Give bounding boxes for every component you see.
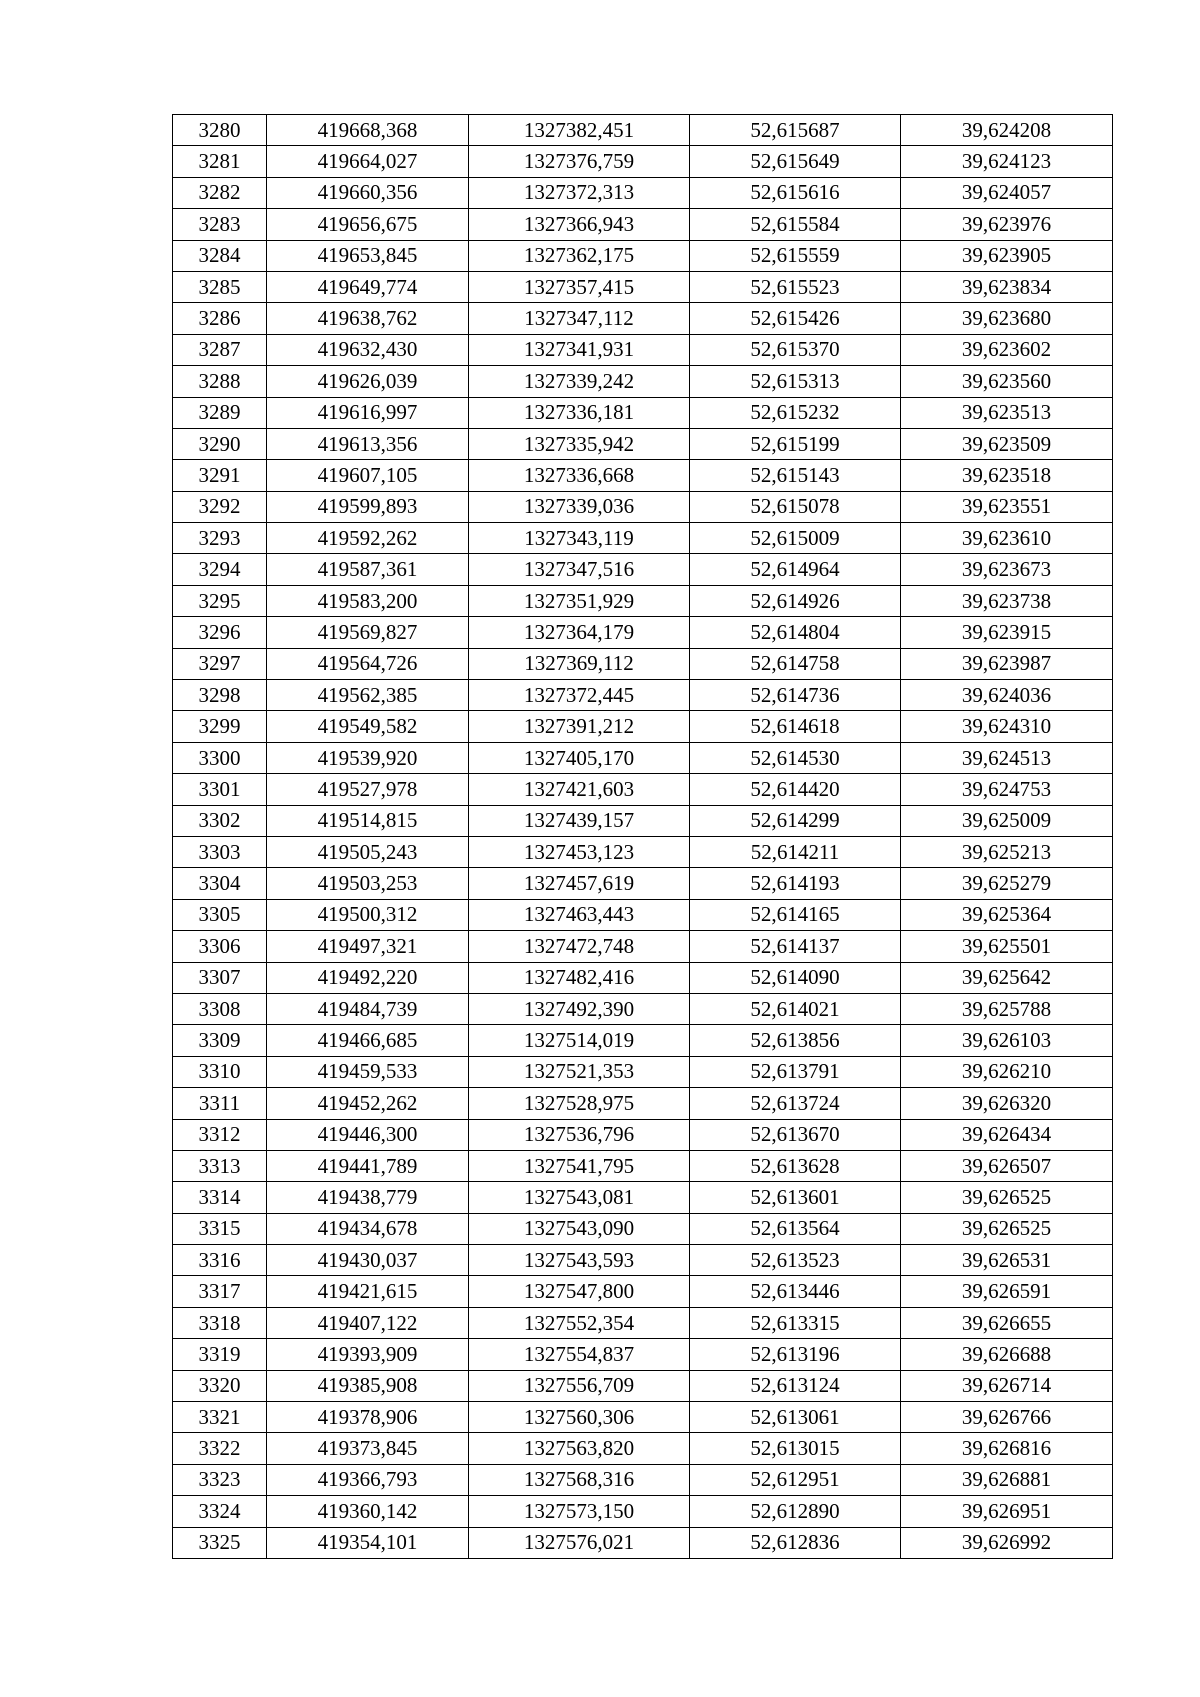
longitude-cell: 39,626525 [901, 1182, 1113, 1213]
latitude-cell: 52,614926 [690, 585, 901, 616]
point-number-cell: 3280 [173, 115, 267, 146]
x-coordinate-cell: 419434,678 [267, 1213, 469, 1244]
x-coordinate-cell: 419484,739 [267, 993, 469, 1024]
longitude-cell: 39,623602 [901, 334, 1113, 365]
latitude-cell: 52,613015 [690, 1433, 901, 1464]
y-coordinate-cell: 1327364,179 [469, 617, 690, 648]
table-row [173, 303, 1113, 334]
x-coordinate-cell: 419653,845 [267, 240, 469, 271]
y-coordinate-cell: 1327536,796 [469, 1119, 690, 1150]
latitude-cell: 52,612951 [690, 1464, 901, 1495]
latitude-cell: 52,614530 [690, 742, 901, 773]
table-row [173, 177, 1113, 208]
latitude-cell: 52,614299 [690, 805, 901, 836]
longitude-cell: 39,623987 [901, 648, 1113, 679]
y-coordinate-cell: 1327543,090 [469, 1213, 690, 1244]
point-number-cell: 3298 [173, 680, 267, 711]
point-number-cell: 3322 [173, 1433, 267, 1464]
latitude-cell: 52,615370 [690, 334, 901, 365]
table-row [173, 1025, 1113, 1056]
longitude-cell: 39,626320 [901, 1088, 1113, 1119]
latitude-cell: 52,615143 [690, 460, 901, 491]
latitude-cell: 52,615559 [690, 240, 901, 271]
y-coordinate-cell: 1327376,759 [469, 146, 690, 177]
point-number-cell: 3301 [173, 774, 267, 805]
table-row [173, 1276, 1113, 1307]
latitude-cell: 52,615426 [690, 303, 901, 334]
latitude-cell: 52,613196 [690, 1339, 901, 1370]
point-number-cell: 3313 [173, 1150, 267, 1181]
latitude-cell: 52,614090 [690, 962, 901, 993]
latitude-cell: 52,613791 [690, 1056, 901, 1087]
table-row [173, 1370, 1113, 1401]
y-coordinate-cell: 1327391,212 [469, 711, 690, 742]
longitude-cell: 39,626816 [901, 1433, 1113, 1464]
point-number-cell: 3303 [173, 836, 267, 867]
longitude-cell: 39,624208 [901, 115, 1113, 146]
x-coordinate-cell: 419649,774 [267, 271, 469, 302]
latitude-cell: 52,615584 [690, 209, 901, 240]
x-coordinate-cell: 419366,793 [267, 1464, 469, 1495]
point-number-cell: 3319 [173, 1339, 267, 1370]
point-number-cell: 3309 [173, 1025, 267, 1056]
table-row [173, 1464, 1113, 1495]
y-coordinate-cell: 1327547,800 [469, 1276, 690, 1307]
y-coordinate-cell: 1327336,181 [469, 397, 690, 428]
x-coordinate-cell: 419656,675 [267, 209, 469, 240]
point-number-cell: 3283 [173, 209, 267, 240]
table-row [173, 146, 1113, 177]
y-coordinate-cell: 1327372,445 [469, 680, 690, 711]
table-row [173, 962, 1113, 993]
y-coordinate-cell: 1327453,123 [469, 836, 690, 867]
table-row [173, 1213, 1113, 1244]
table-row [173, 366, 1113, 397]
longitude-cell: 39,623610 [901, 523, 1113, 554]
table-row [173, 805, 1113, 836]
latitude-cell: 52,615687 [690, 115, 901, 146]
point-number-cell: 3300 [173, 742, 267, 773]
table-row [173, 428, 1113, 459]
table-row [173, 1056, 1113, 1087]
document-page [172, 114, 1112, 1559]
y-coordinate-cell: 1327421,603 [469, 774, 690, 805]
point-number-cell: 3317 [173, 1276, 267, 1307]
table-row [173, 1339, 1113, 1370]
longitude-cell: 39,626210 [901, 1056, 1113, 1087]
table-row [173, 1150, 1113, 1181]
x-coordinate-cell: 419459,533 [267, 1056, 469, 1087]
point-number-cell: 3288 [173, 366, 267, 397]
point-number-cell: 3304 [173, 868, 267, 899]
longitude-cell: 39,626688 [901, 1339, 1113, 1370]
table-row [173, 1088, 1113, 1119]
table-row [173, 1245, 1113, 1276]
x-coordinate-cell: 419385,908 [267, 1370, 469, 1401]
y-coordinate-cell: 1327362,175 [469, 240, 690, 271]
y-coordinate-cell: 1327543,081 [469, 1182, 690, 1213]
point-number-cell: 3286 [173, 303, 267, 334]
y-coordinate-cell: 1327573,150 [469, 1496, 690, 1527]
latitude-cell: 52,614804 [690, 617, 901, 648]
table-row [173, 585, 1113, 616]
latitude-cell: 52,612890 [690, 1496, 901, 1527]
x-coordinate-cell: 419583,200 [267, 585, 469, 616]
point-number-cell: 3292 [173, 491, 267, 522]
point-number-cell: 3312 [173, 1119, 267, 1150]
x-coordinate-cell: 419503,253 [267, 868, 469, 899]
point-number-cell: 3295 [173, 585, 267, 616]
longitude-cell: 39,624753 [901, 774, 1113, 805]
y-coordinate-cell: 1327339,242 [469, 366, 690, 397]
longitude-cell: 39,626531 [901, 1245, 1113, 1276]
longitude-cell: 39,626992 [901, 1527, 1113, 1558]
y-coordinate-cell: 1327482,416 [469, 962, 690, 993]
y-coordinate-cell: 1327357,415 [469, 271, 690, 302]
table-row [173, 1119, 1113, 1150]
table-row [173, 617, 1113, 648]
table-row [173, 271, 1113, 302]
table-row [173, 648, 1113, 679]
x-coordinate-cell: 419660,356 [267, 177, 469, 208]
y-coordinate-cell: 1327347,112 [469, 303, 690, 334]
x-coordinate-cell: 419539,920 [267, 742, 469, 773]
y-coordinate-cell: 1327568,316 [469, 1464, 690, 1495]
x-coordinate-cell: 419407,122 [267, 1307, 469, 1338]
table-row [173, 523, 1113, 554]
latitude-cell: 52,615009 [690, 523, 901, 554]
latitude-cell: 52,614021 [690, 993, 901, 1024]
table-row [173, 680, 1113, 711]
y-coordinate-cell: 1327457,619 [469, 868, 690, 899]
longitude-cell: 39,623513 [901, 397, 1113, 428]
longitude-cell: 39,626655 [901, 1307, 1113, 1338]
latitude-cell: 52,615078 [690, 491, 901, 522]
table-row [173, 554, 1113, 585]
table-row [173, 334, 1113, 365]
x-coordinate-cell: 419378,906 [267, 1402, 469, 1433]
latitude-cell: 52,615649 [690, 146, 901, 177]
x-coordinate-cell: 419446,300 [267, 1119, 469, 1150]
longitude-cell: 39,625642 [901, 962, 1113, 993]
longitude-cell: 39,623551 [901, 491, 1113, 522]
y-coordinate-cell: 1327463,443 [469, 899, 690, 930]
y-coordinate-cell: 1327439,157 [469, 805, 690, 836]
point-number-cell: 3314 [173, 1182, 267, 1213]
y-coordinate-cell: 1327347,516 [469, 554, 690, 585]
x-coordinate-cell: 419492,220 [267, 962, 469, 993]
x-coordinate-cell: 419564,726 [267, 648, 469, 679]
latitude-cell: 52,614137 [690, 931, 901, 962]
latitude-cell: 52,613446 [690, 1276, 901, 1307]
longitude-cell: 39,625213 [901, 836, 1113, 867]
y-coordinate-cell: 1327366,943 [469, 209, 690, 240]
point-number-cell: 3316 [173, 1245, 267, 1276]
point-number-cell: 3325 [173, 1527, 267, 1558]
longitude-cell: 39,623560 [901, 366, 1113, 397]
longitude-cell: 39,626507 [901, 1150, 1113, 1181]
longitude-cell: 39,624513 [901, 742, 1113, 773]
point-number-cell: 3307 [173, 962, 267, 993]
longitude-cell: 39,623738 [901, 585, 1113, 616]
x-coordinate-cell: 419373,845 [267, 1433, 469, 1464]
point-number-cell: 3324 [173, 1496, 267, 1527]
x-coordinate-cell: 419500,312 [267, 899, 469, 930]
x-coordinate-cell: 419632,430 [267, 334, 469, 365]
y-coordinate-cell: 1327541,795 [469, 1150, 690, 1181]
y-coordinate-cell: 1327343,119 [469, 523, 690, 554]
table-row [173, 1527, 1113, 1558]
table-row [173, 1402, 1113, 1433]
longitude-cell: 39,624057 [901, 177, 1113, 208]
point-number-cell: 3296 [173, 617, 267, 648]
point-number-cell: 3315 [173, 1213, 267, 1244]
point-number-cell: 3311 [173, 1088, 267, 1119]
table-row [173, 209, 1113, 240]
latitude-cell: 52,614193 [690, 868, 901, 899]
latitude-cell: 52,614165 [690, 899, 901, 930]
point-number-cell: 3284 [173, 240, 267, 271]
table-row [173, 460, 1113, 491]
point-number-cell: 3297 [173, 648, 267, 679]
latitude-cell: 52,615199 [690, 428, 901, 459]
latitude-cell: 52,615232 [690, 397, 901, 428]
table-row [173, 1496, 1113, 1527]
longitude-cell: 39,626525 [901, 1213, 1113, 1244]
longitude-cell: 39,625788 [901, 993, 1113, 1024]
y-coordinate-cell: 1327351,929 [469, 585, 690, 616]
point-number-cell: 3305 [173, 899, 267, 930]
y-coordinate-cell: 1327472,748 [469, 931, 690, 962]
latitude-cell: 52,613628 [690, 1150, 901, 1181]
point-number-cell: 3302 [173, 805, 267, 836]
point-number-cell: 3310 [173, 1056, 267, 1087]
table-row [173, 1182, 1113, 1213]
coordinates-table-body [173, 115, 1113, 1559]
latitude-cell: 52,613856 [690, 1025, 901, 1056]
point-number-cell: 3287 [173, 334, 267, 365]
y-coordinate-cell: 1327563,820 [469, 1433, 690, 1464]
latitude-cell: 52,613670 [690, 1119, 901, 1150]
latitude-cell: 52,613315 [690, 1307, 901, 1338]
x-coordinate-cell: 419668,368 [267, 115, 469, 146]
x-coordinate-cell: 419354,101 [267, 1527, 469, 1558]
point-number-cell: 3318 [173, 1307, 267, 1338]
x-coordinate-cell: 419466,685 [267, 1025, 469, 1056]
x-coordinate-cell: 419599,893 [267, 491, 469, 522]
x-coordinate-cell: 419430,037 [267, 1245, 469, 1276]
y-coordinate-cell: 1327556,709 [469, 1370, 690, 1401]
point-number-cell: 3299 [173, 711, 267, 742]
x-coordinate-cell: 419505,243 [267, 836, 469, 867]
table-row [173, 491, 1113, 522]
x-coordinate-cell: 419616,997 [267, 397, 469, 428]
point-number-cell: 3294 [173, 554, 267, 585]
y-coordinate-cell: 1327521,353 [469, 1056, 690, 1087]
point-number-cell: 3321 [173, 1402, 267, 1433]
longitude-cell: 39,626591 [901, 1276, 1113, 1307]
x-coordinate-cell: 419664,027 [267, 146, 469, 177]
x-coordinate-cell: 419421,615 [267, 1276, 469, 1307]
y-coordinate-cell: 1327492,390 [469, 993, 690, 1024]
latitude-cell: 52,614211 [690, 836, 901, 867]
table-row [173, 868, 1113, 899]
x-coordinate-cell: 419607,105 [267, 460, 469, 491]
latitude-cell: 52,614420 [690, 774, 901, 805]
longitude-cell: 39,626881 [901, 1464, 1113, 1495]
longitude-cell: 39,626103 [901, 1025, 1113, 1056]
point-number-cell: 3281 [173, 146, 267, 177]
longitude-cell: 39,626766 [901, 1402, 1113, 1433]
table-row [173, 774, 1113, 805]
point-number-cell: 3291 [173, 460, 267, 491]
latitude-cell: 52,613124 [690, 1370, 901, 1401]
longitude-cell: 39,625279 [901, 868, 1113, 899]
point-number-cell: 3308 [173, 993, 267, 1024]
point-number-cell: 3306 [173, 931, 267, 962]
x-coordinate-cell: 419497,321 [267, 931, 469, 962]
longitude-cell: 39,625501 [901, 931, 1113, 962]
y-coordinate-cell: 1327543,593 [469, 1245, 690, 1276]
latitude-cell: 52,615313 [690, 366, 901, 397]
y-coordinate-cell: 1327341,931 [469, 334, 690, 365]
longitude-cell: 39,624036 [901, 680, 1113, 711]
x-coordinate-cell: 419438,779 [267, 1182, 469, 1213]
table-row [173, 1307, 1113, 1338]
x-coordinate-cell: 419626,039 [267, 366, 469, 397]
x-coordinate-cell: 419562,385 [267, 680, 469, 711]
longitude-cell: 39,626951 [901, 1496, 1113, 1527]
y-coordinate-cell: 1327405,170 [469, 742, 690, 773]
longitude-cell: 39,623915 [901, 617, 1113, 648]
y-coordinate-cell: 1327528,975 [469, 1088, 690, 1119]
x-coordinate-cell: 419527,978 [267, 774, 469, 805]
latitude-cell: 52,613601 [690, 1182, 901, 1213]
y-coordinate-cell: 1327335,942 [469, 428, 690, 459]
x-coordinate-cell: 419587,361 [267, 554, 469, 585]
longitude-cell: 39,626434 [901, 1119, 1113, 1150]
longitude-cell: 39,626714 [901, 1370, 1113, 1401]
x-coordinate-cell: 419613,356 [267, 428, 469, 459]
table-row [173, 742, 1113, 773]
coordinates-table [172, 114, 1113, 1559]
table-row [173, 931, 1113, 962]
latitude-cell: 52,614758 [690, 648, 901, 679]
y-coordinate-cell: 1327382,451 [469, 115, 690, 146]
longitude-cell: 39,623518 [901, 460, 1113, 491]
point-number-cell: 3323 [173, 1464, 267, 1495]
y-coordinate-cell: 1327560,306 [469, 1402, 690, 1433]
longitude-cell: 39,623976 [901, 209, 1113, 240]
point-number-cell: 3285 [173, 271, 267, 302]
table-row [173, 115, 1113, 146]
y-coordinate-cell: 1327372,313 [469, 177, 690, 208]
latitude-cell: 52,615523 [690, 271, 901, 302]
latitude-cell: 52,613061 [690, 1402, 901, 1433]
latitude-cell: 52,612836 [690, 1527, 901, 1558]
x-coordinate-cell: 419638,762 [267, 303, 469, 334]
x-coordinate-cell: 419592,262 [267, 523, 469, 554]
table-row [173, 397, 1113, 428]
point-number-cell: 3290 [173, 428, 267, 459]
x-coordinate-cell: 419393,909 [267, 1339, 469, 1370]
point-number-cell: 3293 [173, 523, 267, 554]
point-number-cell: 3320 [173, 1370, 267, 1401]
table-row [173, 240, 1113, 271]
latitude-cell: 52,613724 [690, 1088, 901, 1119]
point-number-cell: 3282 [173, 177, 267, 208]
table-row [173, 836, 1113, 867]
longitude-cell: 39,624310 [901, 711, 1113, 742]
latitude-cell: 52,613564 [690, 1213, 901, 1244]
latitude-cell: 52,615616 [690, 177, 901, 208]
latitude-cell: 52,614618 [690, 711, 901, 742]
longitude-cell: 39,625009 [901, 805, 1113, 836]
longitude-cell: 39,623673 [901, 554, 1113, 585]
longitude-cell: 39,623834 [901, 271, 1113, 302]
y-coordinate-cell: 1327552,354 [469, 1307, 690, 1338]
x-coordinate-cell: 419441,789 [267, 1150, 469, 1181]
x-coordinate-cell: 419549,582 [267, 711, 469, 742]
longitude-cell: 39,623680 [901, 303, 1113, 334]
table-row [173, 1433, 1113, 1464]
longitude-cell: 39,625364 [901, 899, 1113, 930]
x-coordinate-cell: 419452,262 [267, 1088, 469, 1119]
y-coordinate-cell: 1327336,668 [469, 460, 690, 491]
y-coordinate-cell: 1327576,021 [469, 1527, 690, 1558]
y-coordinate-cell: 1327339,036 [469, 491, 690, 522]
y-coordinate-cell: 1327369,112 [469, 648, 690, 679]
y-coordinate-cell: 1327554,837 [469, 1339, 690, 1370]
latitude-cell: 52,614736 [690, 680, 901, 711]
table-row [173, 711, 1113, 742]
longitude-cell: 39,623509 [901, 428, 1113, 459]
latitude-cell: 52,613523 [690, 1245, 901, 1276]
longitude-cell: 39,624123 [901, 146, 1113, 177]
longitude-cell: 39,623905 [901, 240, 1113, 271]
x-coordinate-cell: 419569,827 [267, 617, 469, 648]
table-row [173, 899, 1113, 930]
y-coordinate-cell: 1327514,019 [469, 1025, 690, 1056]
x-coordinate-cell: 419514,815 [267, 805, 469, 836]
latitude-cell: 52,614964 [690, 554, 901, 585]
table-row [173, 993, 1113, 1024]
point-number-cell: 3289 [173, 397, 267, 428]
x-coordinate-cell: 419360,142 [267, 1496, 469, 1527]
